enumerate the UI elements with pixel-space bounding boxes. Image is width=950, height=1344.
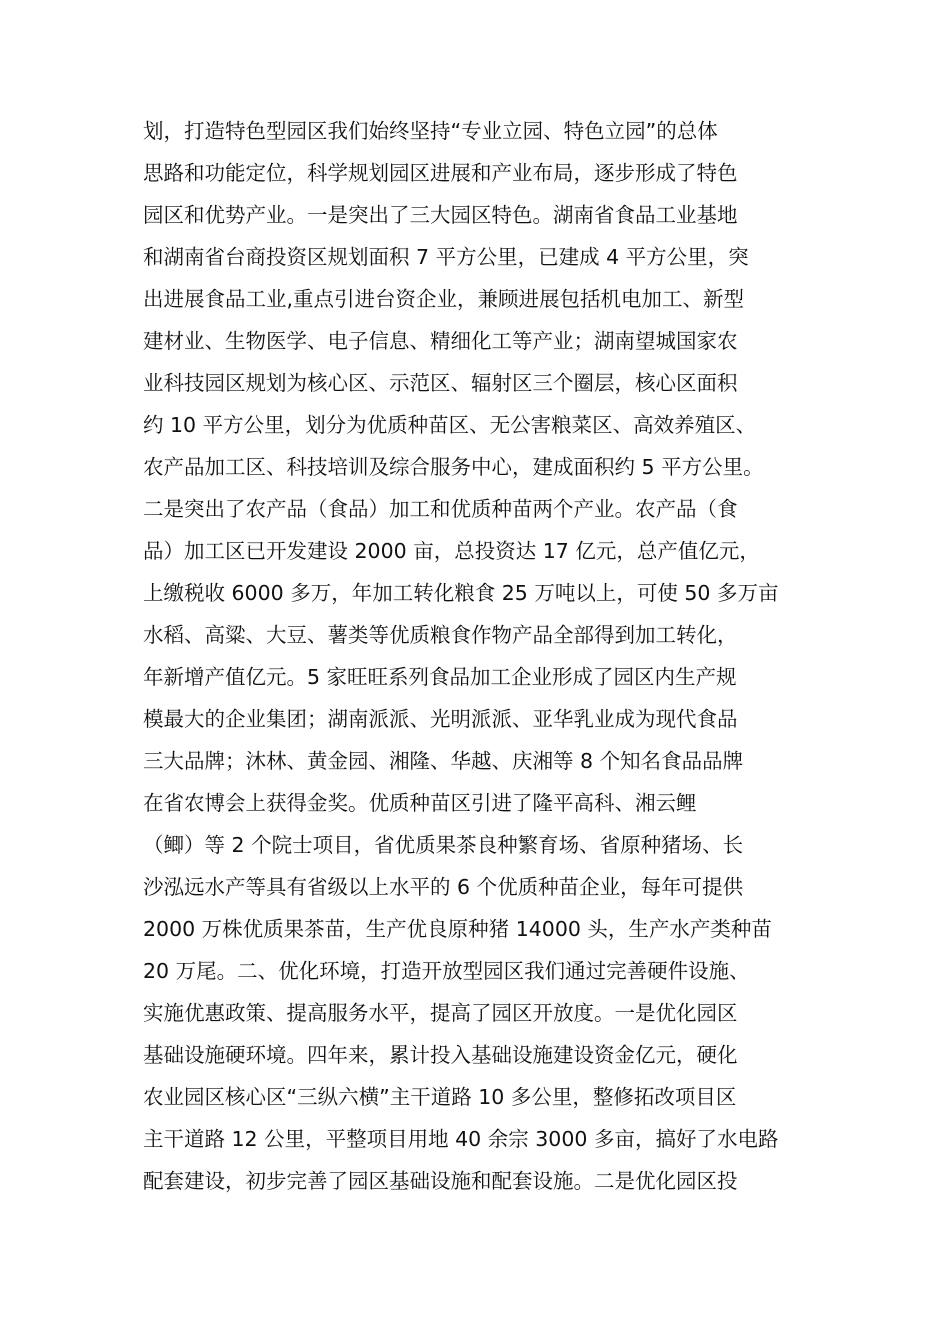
- text-line: 三大品牌；沐林、黄金园、湘隆、华越、庆湘等 8 个知名食品品牌: [143, 749, 744, 773]
- text-line: 约 10 平方公里，划分为优质种苗区、无公害粮菜区、高效养殖区、: [143, 413, 757, 437]
- text-line: 农产品加工区、科技培训及综合服务中心，建成面积约 5 平方公里。: [143, 455, 764, 479]
- text-line: （鲫）等 2 个院士项目，省优质果茶良种繁育场、省原种猪场、长: [143, 833, 744, 857]
- text-line: 基础设施硬环境。四年来，累计投入基础设施建设资金亿元，硬化: [143, 1043, 738, 1067]
- text-line: 品）加工区已开发建设 2000 亩，总投资达 17 亿元，总产值亿元，: [143, 539, 760, 563]
- text-line: 出进展食品工业,重点引进台资企业，兼顾进展包括机电加工、新型: [143, 287, 745, 311]
- text-line: 水稻、高粱、大豆、薯类等优质粮食作物产品全部得到加工转化，: [143, 623, 738, 647]
- text-line: 划，打造特色型园区我们始终坚持“专业立园、特色立园”的总体: [143, 119, 718, 143]
- text-line: 主干道路 12 公里，平整项目用地 40 余宗 3000 多亩，搞好了水电路: [143, 1127, 779, 1151]
- text-line: 农业园区核心区“三纵六横”主干道路 10 多公里，整修拓改项目区: [143, 1085, 737, 1109]
- text-line: 和湖南省台商投资区规划面积 7 平方公里，已建成 4 平方公里，突: [143, 245, 749, 269]
- text-line: 沙泓远水产等具有省级以上水平的 6 个优质种苗企业，每年可提供: [143, 875, 744, 899]
- text-line: 园区和优势产业。一是突出了三大园区特色。湖南省食品工业基地: [143, 203, 738, 227]
- body-text: [143, 110, 813, 1202]
- text-line: 2000 万株优质果茶苗，生产优良原种猪 14000 头，生产水产类种苗: [143, 917, 772, 941]
- text-line: 年新增产值亿元。5 家旺旺系列食品加工企业形成了园区内生产规: [143, 665, 737, 689]
- text-line: 模最大的企业集团；湖南派派、光明派派、亚华乳业成为现代食品: [143, 707, 738, 731]
- text-line: 在省农博会上获得金奖。优质种苗区引进了隆平高科、湘云鲤: [143, 791, 697, 815]
- text-line: 实施优惠政策、提高服务水平，提高了园区开放度。一是优化园区: [143, 1001, 738, 1025]
- text-line: 20 万尾。二、优化环境，打造开放型园区我们通过完善硬件设施、: [143, 959, 750, 983]
- text-line: 配套建设，初步完善了园区基础设施和配套设施。二是优化园区投: [143, 1169, 738, 1193]
- text-line: 上缴税收 6000 多万，年加工转化粮食 25 万吨以上，可使 50 多万亩: [143, 581, 779, 605]
- text-line: 二是突出了农产品（食品）加工和优质种苗两个产业。农产品（食: [143, 497, 738, 521]
- text-line: 业科技园区规划为核心区、示范区、辐射区三个圈层，核心区面积: [143, 371, 738, 395]
- text-line: 思路和功能定位，科学规划园区进展和产业布局，逐步形成了特色: [143, 161, 738, 185]
- text-line: 建材业、生物医学、电子信息、精细化工等产业；湖南望城国家农: [143, 329, 738, 353]
